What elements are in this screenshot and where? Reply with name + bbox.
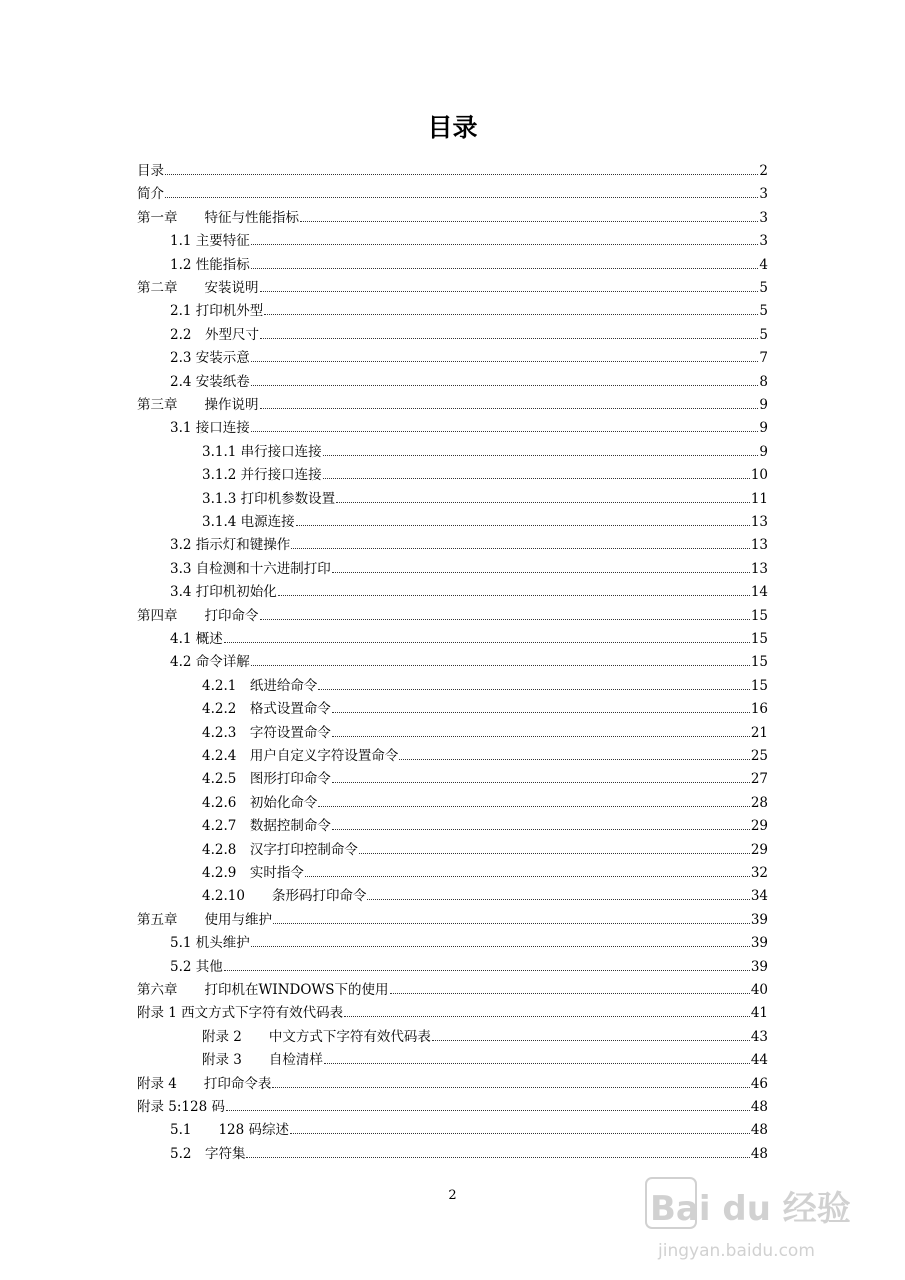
toc-entry-label: 目录 (137, 163, 164, 179)
toc-entry-page: 46 (750, 1075, 768, 1092)
toc-entry[interactable] (0, 1096, 905, 1118)
toc-entry[interactable] (0, 581, 905, 603)
toc-entry-page: 11 (750, 490, 768, 507)
toc-entry-label: 第六章 打印机在WINDOWS下的使用 (137, 982, 389, 998)
toc-entry-label: 3.2 指示灯和键操作 (170, 537, 291, 554)
toc-entry-page: 41 (750, 1005, 768, 1022)
toc-entry[interactable] (0, 160, 905, 182)
toc-leader-dots (260, 605, 750, 620)
toc-leader-dots (332, 698, 750, 713)
toc-entry-label: 4.2.4 用户自定义字符设置命令 (202, 748, 399, 764)
toc-entry[interactable] (0, 183, 905, 205)
toc-entry[interactable] (0, 698, 905, 720)
toc-leader-dots (165, 183, 758, 198)
toc-entry-page: 29 (750, 841, 768, 858)
page-title: 目录 (427, 113, 478, 142)
toc-entry-page: 43 (750, 1028, 768, 1045)
toc-entry-page: 8 (759, 373, 768, 390)
toc-entry-label: 4.2.9 实时指令 (202, 865, 304, 881)
toc-entry[interactable] (0, 675, 905, 697)
toc-entry-page: 27 (750, 771, 768, 788)
toc-entry-label: 5.1 机头维护 (170, 935, 250, 952)
toc-entry-label: 3.3 自检测和十六进制打印 (170, 560, 331, 577)
toc-entry[interactable] (0, 277, 905, 299)
toc-leader-dots (318, 675, 749, 690)
toc-entry-page: 5 (759, 303, 768, 320)
toc-entry-page: 34 (750, 888, 768, 905)
toc-leader-dots (300, 207, 758, 222)
toc-entry[interactable] (0, 722, 905, 744)
toc-entry-page: 48 (750, 1099, 768, 1115)
toc-leader-dots (336, 488, 750, 503)
toc-entry-page: 32 (750, 865, 768, 881)
toc-entry-page: 29 (750, 818, 768, 835)
toc-leader-dots (399, 745, 749, 760)
toc-entry-page: 3 (759, 233, 768, 250)
toc-entry-page: 5 (759, 280, 768, 296)
toc-entry[interactable] (0, 230, 905, 252)
toc-leader-dots (296, 511, 750, 526)
toc-leader-dots (359, 839, 750, 854)
toc-leader-dots (251, 371, 759, 386)
toc-entry-label: 3.1.4 电源连接 (202, 514, 295, 530)
toc-entry-label: 4.2.8 汉字打印控制命令 (202, 841, 358, 858)
watermark-url: jingyan.baidu.com (658, 1241, 815, 1261)
toc-entry-page: 5 (759, 326, 768, 343)
baidu-jingyan-watermark (640, 1168, 870, 1268)
toc-entry[interactable] (0, 347, 905, 369)
toc-entry[interactable] (0, 300, 905, 322)
toc-entry[interactable] (0, 441, 905, 463)
toc-entry[interactable] (0, 511, 905, 533)
toc-leader-dots (246, 1143, 749, 1158)
toc-entry-label: 附录 2 中文方式下字符有效代码表 (202, 1028, 431, 1045)
toc-entry-label: 3.1.1 串行接口连接 (202, 443, 322, 460)
toc-entry[interactable] (0, 1049, 905, 1071)
toc-leader-dots (251, 932, 750, 947)
toc-leader-dots (344, 1002, 750, 1017)
toc-entry-page: 7 (759, 350, 768, 367)
toc-entry[interactable] (0, 1143, 905, 1165)
toc-leader-dots (251, 347, 759, 362)
toc-leader-dots (367, 885, 749, 900)
toc-entry[interactable] (0, 1002, 905, 1024)
toc-entry-page: 13 (750, 537, 768, 554)
toc-entry-page: 10 (750, 467, 768, 484)
toc-leader-dots (260, 394, 759, 409)
toc-entry-page: 16 (750, 701, 768, 718)
toc-entry-page: 39 (750, 911, 768, 928)
toc-entry-page: 14 (750, 584, 768, 601)
toc-entry-label: 1.1 主要特征 (170, 233, 250, 250)
toc-entry-label: 4.2.1 纸进给命令 (202, 677, 318, 694)
toc-entry-page: 2 (759, 163, 768, 179)
toc-entry[interactable] (0, 909, 905, 931)
toc-entry-label: 4.2.7 数据控制命令 (202, 818, 331, 835)
toc-entry-label: 5.2 字符集 (170, 1145, 246, 1162)
toc-entry-label: 4.2.6 初始化命令 (202, 794, 318, 811)
toc-entry-label: 3.4 打印机初始化 (170, 584, 277, 601)
toc-entry-label: 附录 1 西文方式下字符有效代码表 (137, 1005, 344, 1022)
toc-entry[interactable] (0, 464, 905, 486)
toc-entry[interactable] (0, 1026, 905, 1048)
toc-entry-label: 第三章 操作说明 (137, 397, 259, 413)
toc-entry[interactable] (0, 254, 905, 276)
toc-leader-dots (318, 792, 749, 807)
toc-leader-dots (224, 628, 750, 643)
toc-leader-dots (332, 815, 750, 830)
toc-entry-label: 3.1.3 打印机参数设置 (202, 490, 336, 507)
toc-entry[interactable] (0, 417, 905, 439)
toc-leader-dots (332, 558, 750, 573)
toc-entry-page: 39 (750, 935, 768, 952)
toc-leader-dots (432, 1026, 750, 1041)
toc-entry[interactable] (0, 956, 905, 978)
toc-leader-dots (260, 277, 759, 292)
toc-leader-dots (323, 441, 759, 456)
toc-leader-dots (251, 230, 759, 245)
toc-leader-dots (332, 722, 750, 737)
toc-entry-label: 简介 (137, 186, 164, 203)
toc-leader-dots (165, 160, 758, 175)
toc-entry[interactable] (0, 651, 905, 673)
toc-entry-page: 39 (750, 958, 768, 975)
toc-entry-label: 4.2 命令详解 (170, 654, 250, 671)
toc-entry-label: 3.1.2 并行接口连接 (202, 467, 322, 484)
toc-leader-dots (272, 1073, 749, 1088)
toc-leader-dots (332, 768, 750, 783)
toc-entry[interactable] (0, 932, 905, 954)
toc-entry[interactable] (0, 862, 905, 884)
toc-entry[interactable] (0, 1073, 905, 1095)
toc-leader-dots (291, 534, 750, 549)
toc-entry-page: 28 (750, 794, 768, 811)
toc-entry-label: 附录 3 自检清样 (202, 1052, 323, 1069)
toc-leader-dots (260, 324, 758, 339)
toc-entry[interactable] (0, 558, 905, 580)
toc-entry-page: 15 (750, 607, 768, 624)
toc-entry[interactable] (0, 394, 905, 416)
toc-leader-dots (264, 300, 758, 315)
toc-entry[interactable] (0, 371, 905, 393)
toc-entry-page: 48 (750, 1122, 768, 1139)
toc-entry-label: 5.2 其他 (170, 958, 223, 975)
toc-entry-label: 4.2.3 字符设置命令 (202, 724, 331, 741)
toc-leader-dots (251, 651, 750, 666)
toc-entry[interactable] (0, 488, 905, 510)
toc-entry-page: 25 (750, 748, 768, 764)
toc-entry-label: 2.1 打印机外型 (170, 303, 264, 320)
toc-entry[interactable] (0, 979, 905, 1001)
toc-leader-dots (390, 979, 750, 994)
toc-entry[interactable] (0, 885, 905, 907)
toc-leader-dots (324, 1049, 750, 1064)
toc-entry[interactable] (0, 1119, 905, 1141)
toc-entry-page: 40 (750, 982, 768, 998)
toc-entry[interactable] (0, 324, 905, 346)
toc-entry-page: 15 (750, 677, 768, 694)
toc-entry[interactable] (0, 792, 905, 814)
toc-entry[interactable] (0, 745, 905, 767)
toc-entry-page: 9 (759, 443, 768, 460)
toc-entry-page: 13 (750, 560, 768, 577)
toc-leader-dots (290, 1119, 750, 1134)
toc-entry-label: 1.2 性能指标 (170, 256, 250, 273)
toc-entry[interactable] (0, 815, 905, 837)
toc-entry-page: 15 (750, 631, 768, 647)
toc-leader-dots (273, 909, 750, 924)
toc-entry-label: 4.2.2 格式设置命令 (202, 701, 331, 718)
toc-entry-label: 2.4 安装纸卷 (170, 373, 250, 390)
toc-leader-dots (323, 464, 750, 479)
toc-entry-label: 附录 4 打印命令表 (137, 1075, 272, 1092)
toc-entry-label: 第四章 打印命令 (137, 607, 259, 624)
toc-entry-page: 9 (759, 420, 768, 437)
toc-entry[interactable] (0, 605, 905, 627)
toc-leader-dots (251, 417, 759, 432)
toc-entry-page: 3 (759, 209, 768, 226)
toc-entry-label: 第五章 使用与维护 (137, 911, 272, 928)
watermark-brand: Bai du 经验 (650, 1189, 851, 1229)
toc-entry[interactable] (0, 768, 905, 790)
toc-entry-label: 4.1 概述 (170, 631, 223, 647)
toc-entry-label: 附录 5:128 码 (137, 1099, 225, 1115)
toc-entry-label: 4.2.5 图形打印命令 (202, 771, 331, 788)
toc-entry-page: 9 (759, 397, 768, 413)
toc-entry-label: 2.2 外型尺寸 (170, 326, 259, 343)
toc-entry-page: 13 (750, 514, 768, 530)
toc-entry-page: 21 (750, 724, 768, 741)
toc-entry-label: 第一章 特征与性能指标 (137, 209, 299, 226)
toc-leader-dots (278, 581, 750, 596)
toc-entry[interactable] (0, 628, 905, 650)
toc-entry-label: 第二章 安装说明 (137, 280, 259, 296)
toc-leader-dots (305, 862, 750, 877)
toc-entry[interactable] (0, 839, 905, 861)
toc-entry-label: 4.2.10 条形码打印命令 (202, 888, 367, 905)
toc-entry-label: 2.3 安装示意 (170, 350, 250, 367)
toc-entry-label: 5.1 128 码综述 (170, 1122, 290, 1139)
toc-entry-page: 44 (750, 1052, 768, 1069)
toc-entry[interactable] (0, 207, 905, 229)
toc-leader-dots (224, 956, 750, 971)
toc-leader-dots (226, 1096, 750, 1111)
toc-entry-page: 3 (759, 186, 768, 203)
toc-entry-page: 48 (750, 1145, 768, 1162)
toc-entry-label: 3.1 接口连接 (170, 420, 250, 437)
page-number: 2 (448, 1188, 457, 1203)
toc-entry-page: 15 (750, 654, 768, 671)
toc-leader-dots (251, 254, 759, 269)
toc-entry[interactable] (0, 534, 905, 556)
toc-entry-page: 4 (759, 256, 768, 273)
